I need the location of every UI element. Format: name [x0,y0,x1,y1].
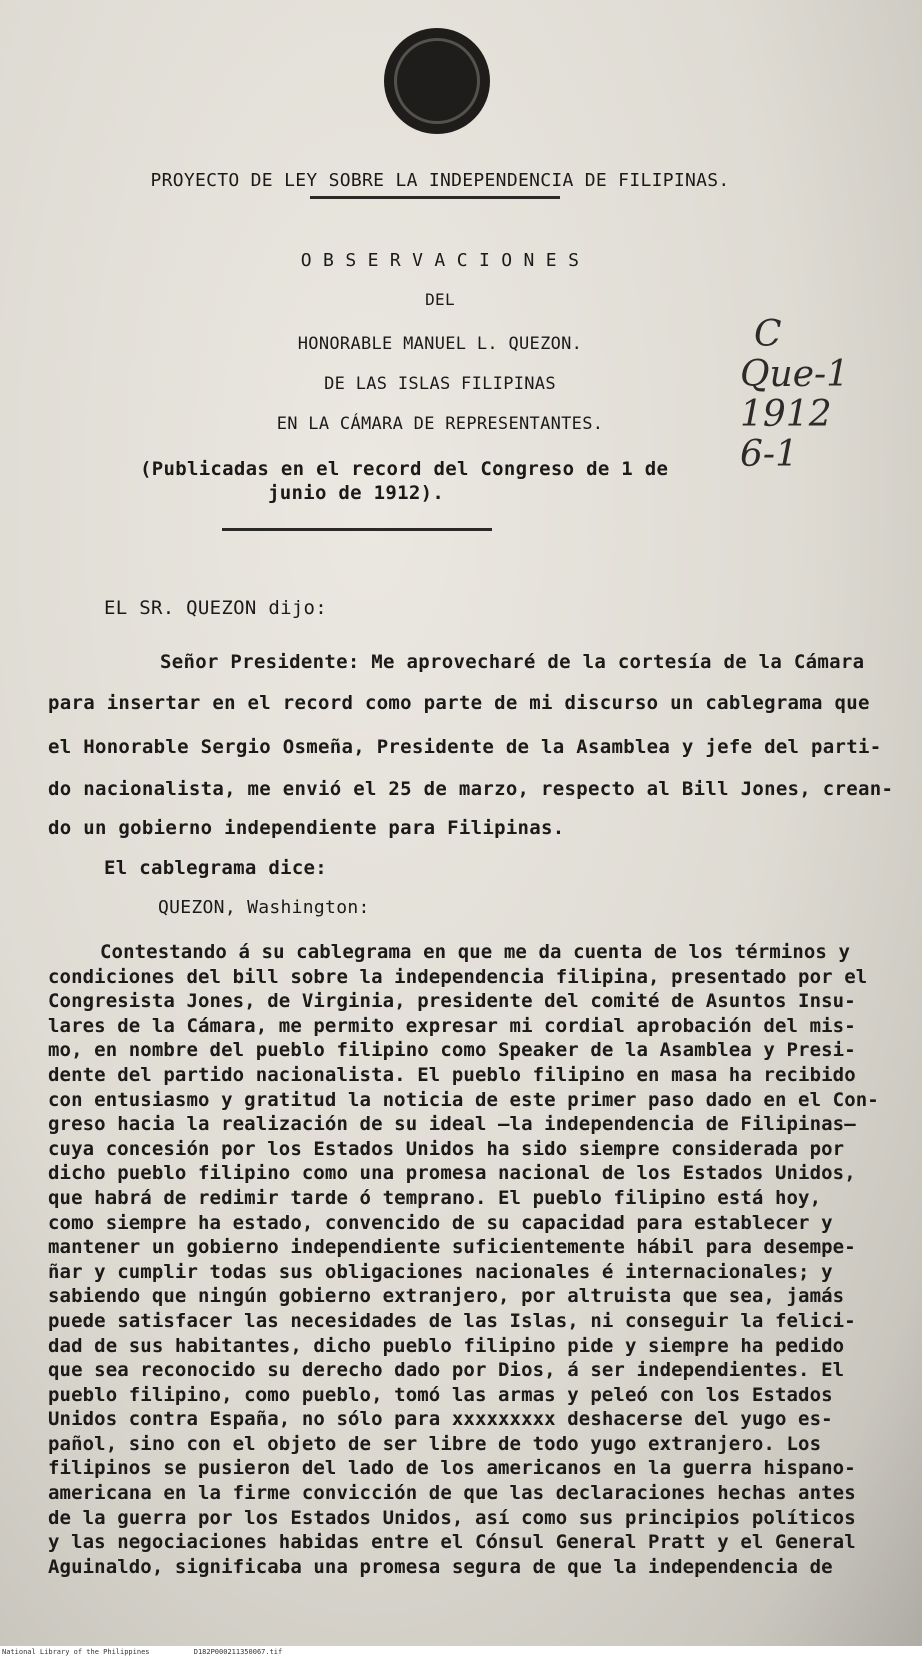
speech-paragraph-line-3: el Honorable Sergio Osmeña, Presidente de la Asamblea y jefe del parti- [48,736,882,758]
project-title: PROYECTO DE LEY SOBRE LA INDEPENDENCIA DE FILIPINAS. [150,170,730,191]
speech-paragraph-line-5: do un gobierno independiente para Filipinas. [48,817,565,839]
cable-body-line: puede satisfacer las necesidades de las Islas, ni conseguir la felici- [48,1309,856,1332]
cable-body-line: dicho pueblo filipino como una promesa nacional de los Estados Unidos, [48,1162,856,1185]
cable-body-line: dente del partido nacionalista. El pueblo filipino en masa ha recibido [48,1063,856,1086]
cable-body-line: y las negociaciones habidas entre el Cónsul General Pratt y el General [48,1531,856,1554]
margin-note-line-3: 1912 [740,394,832,435]
cable-body-line: filipinos se pusieron del lado de los americanos en la guerra hispano- [48,1457,856,1480]
cable-body-line: cuya concesión por los Estados Unidos ha sido siempre considerada por [48,1137,845,1160]
cable-body-line: que habrá de redimir tarde ó temprano. El pueblo filipino está hoy, [48,1186,822,1209]
islas-heading: DE LAS ISLAS FILIPINAS [324,374,556,394]
cable-body-line: americana en la firme convicción de que las declaraciones hechas antes [48,1482,856,1505]
footer-library: National Library of the Philippines [2,1648,150,1656]
cable-body [48,940,879,1579]
cable-body-line: lares de la Cámara, me permito expresar mi cordial aprobación del mis- [48,1014,856,1037]
margin-note-line-1: C [754,314,782,355]
speech-paragraph-line-1: Señor Presidente: Me aprovecharé de la cortesía de la Cámara [160,651,865,673]
margin-note-line-4: 6-1 [740,434,798,475]
cable-body-line: como siempre ha estado, convencido de su capacidad para establecer y [48,1211,833,1234]
speech-paragraph-line-2: para insertar en el record como parte de mi discurso un cablegrama que [48,692,870,714]
cable-body-line: Congresista Jones, de Virginia, presidente del comité de Asuntos Insu- [48,990,856,1013]
honorable-heading: HONORABLE MANUEL L. QUEZON. [297,334,583,354]
handwritten-margin-note [740,315,849,475]
cable-body-line: mo, en nombre del pueblo filipino como Speaker de la Asamblea y Presi- [48,1039,856,1062]
camara-heading: EN LA CÁMARA DE REPRESENTANTES. [276,414,604,434]
margin-note-line-2: Que-1 [740,354,850,395]
cable-body-line: dad de sus habitantes, dicho pueblo filipino pide y siempre ha pedido [48,1334,845,1357]
seal-inner-ring [394,38,480,124]
cable-body-line: ñar y cumplir todas sus obligaciones nacionales é internacionales; y [48,1260,833,1283]
cable-body-line: mantener un gobierno independiente suficientemente hábil para desempe- [48,1236,856,1259]
cable-body-line: pueblo filipino, como pueblo, tomó las armas y peleó con los Estados [48,1383,833,1406]
cable-body-line: sabiendo que ningún gobierno extranjero, por altruista que sea, jamás [48,1285,845,1308]
title-underline [310,196,560,199]
heading-underline [222,528,492,531]
publicadas-line-1: (Publicadas en el record del Congreso de 1 de [140,458,669,480]
cable-body-line: que sea reconocido su derecho dado por Dios, á ser independientes. El [48,1359,845,1382]
scan-footer [0,1646,922,1658]
cable-intro: El cablegrama dice: [104,857,328,879]
observaciones-heading: O B S E R V A C I O N E S [300,250,580,271]
cable-address: QUEZON, Washington: [158,897,370,918]
library-seal-stamp [384,28,490,134]
speech-intro: EL SR. QUEZON dijo: [104,597,328,619]
cable-body-line: de la guerra por los Estados Unidos, así como sus principios políticos [48,1506,856,1529]
cable-body-line: Aguinaldo, significaba una promesa segura de que la independencia de [48,1555,833,1578]
cable-body-line: greso hacia la realización de su ideal —la independencia de Filipinas— [48,1113,856,1136]
cable-body-line: pañol, sino con el objeto de ser libre de todo yugo extranjero. Los [48,1432,822,1455]
cable-body-line: Unidos contra España, no sólo para xxxxxxxxx deshacerse del yugo es- [48,1408,833,1431]
cable-body-line: con entusiasmo y gratitud la noticia de este primer paso dado en el Con- [48,1088,879,1111]
del-heading: DEL [425,290,455,309]
speech-paragraph-line-4: do nacionalista, me envió el 25 de marzo, respecto al Bill Jones, crean- [48,778,894,800]
footer-file: D182P000211350067.tif [193,1648,283,1656]
cable-body-line: Contestando á su cablegrama en que me da cuenta de los términos y [100,941,851,963]
publicadas-line-2: junio de 1912). [268,482,445,504]
cable-body-line: condiciones del bill sobre la independencia filipina, presentado por el [48,965,868,988]
